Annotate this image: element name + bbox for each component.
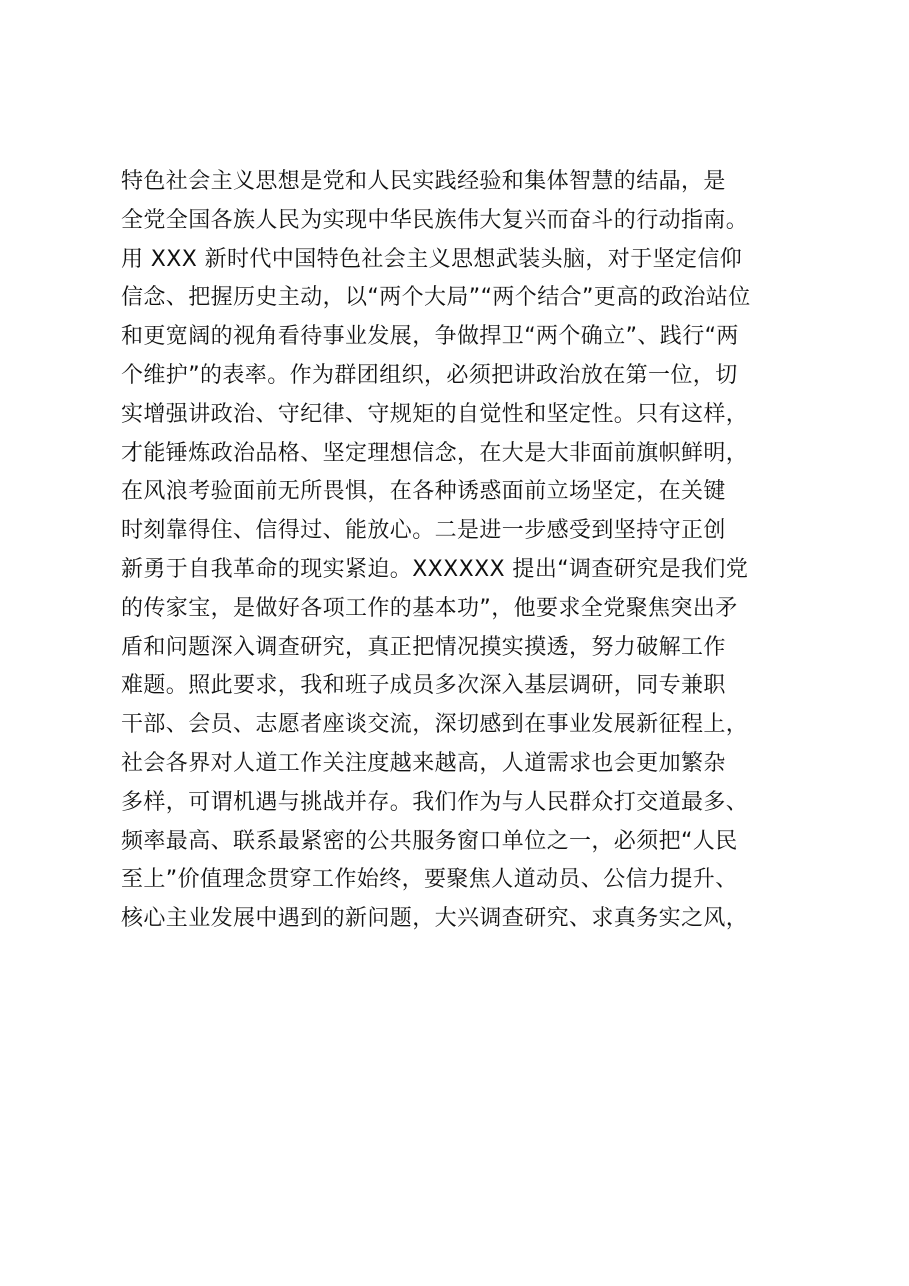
text-line: 多样，可谓机遇与挑战并存。我们作为与人民群众打交道最多、 (121, 789, 749, 815)
text-line: 时刻靠得住、信得过、能放心。二是进一步感受到坚持守正创 (121, 518, 726, 544)
text-line: 全党全国各族人民为实现中华民族伟大复兴而奋斗的行动指南。 (121, 207, 749, 233)
text-line: 个维护”的表率。作为群团组织，必须把讲政治放在第一位，切 (121, 362, 738, 388)
text-line: 频率最高、联系最紧密的公共服务窗口单位之一，必须把“人民 (121, 828, 738, 854)
text-line: 干部、会员、志愿者座谈交流，深切感到在事业发展新征程上， (121, 712, 749, 738)
text-line: 在风浪考验面前无所畏惧，在各种诱惑面前立场坚定，在关键 (121, 479, 726, 505)
text-line: 的传家宝，是做好各项工作的基本功”，他要求全党聚焦突出矛 (121, 595, 738, 621)
text-line: 至上”价值理念贯穿工作始终，要聚焦人道动员、公信力提升、 (121, 867, 738, 893)
text-line: 盾和问题深入调查研究，真正把情况摸实摸透，努力破解工作 (121, 634, 726, 660)
body-paragraph (121, 163, 821, 939)
text-line: 特色社会主义思想是党和人民实践经验和集体智慧的结晶，是 (121, 169, 726, 194)
text-line: 新勇于自我革命的现实紧迫。XXXXXX 提出“调查研究是我们党 (121, 556, 749, 582)
text-line: 核心主业发展中遇到的新问题，大兴调查研究、求真务实之风， (121, 906, 749, 932)
text-line: 难题。照此要求，我和班子成员多次深入基层调研，同专兼职 (121, 673, 726, 699)
text-line: 用 XXX 新时代中国特色社会主义思想武装头脑，对于坚定信仰 (121, 246, 743, 272)
text-line: 社会各界对人道工作关注度越来越高，人道需求也会更加繁杂 (121, 750, 726, 776)
text-line: 信念、把握历史主动，以“两个大局”“两个结合”更高的政治站位 (121, 285, 751, 311)
text-line: 和更宽阔的视角看待事业发展，争做捍卫“两个确立”、践行“两 (121, 324, 739, 350)
text-line: 实增强讲政治、守纪律、守规矩的自觉性和坚定性。只有这样， (121, 401, 749, 427)
text-line: 才能锤炼政治品格、坚定理想信念，在大是大非面前旗帜鲜明， (121, 440, 749, 466)
